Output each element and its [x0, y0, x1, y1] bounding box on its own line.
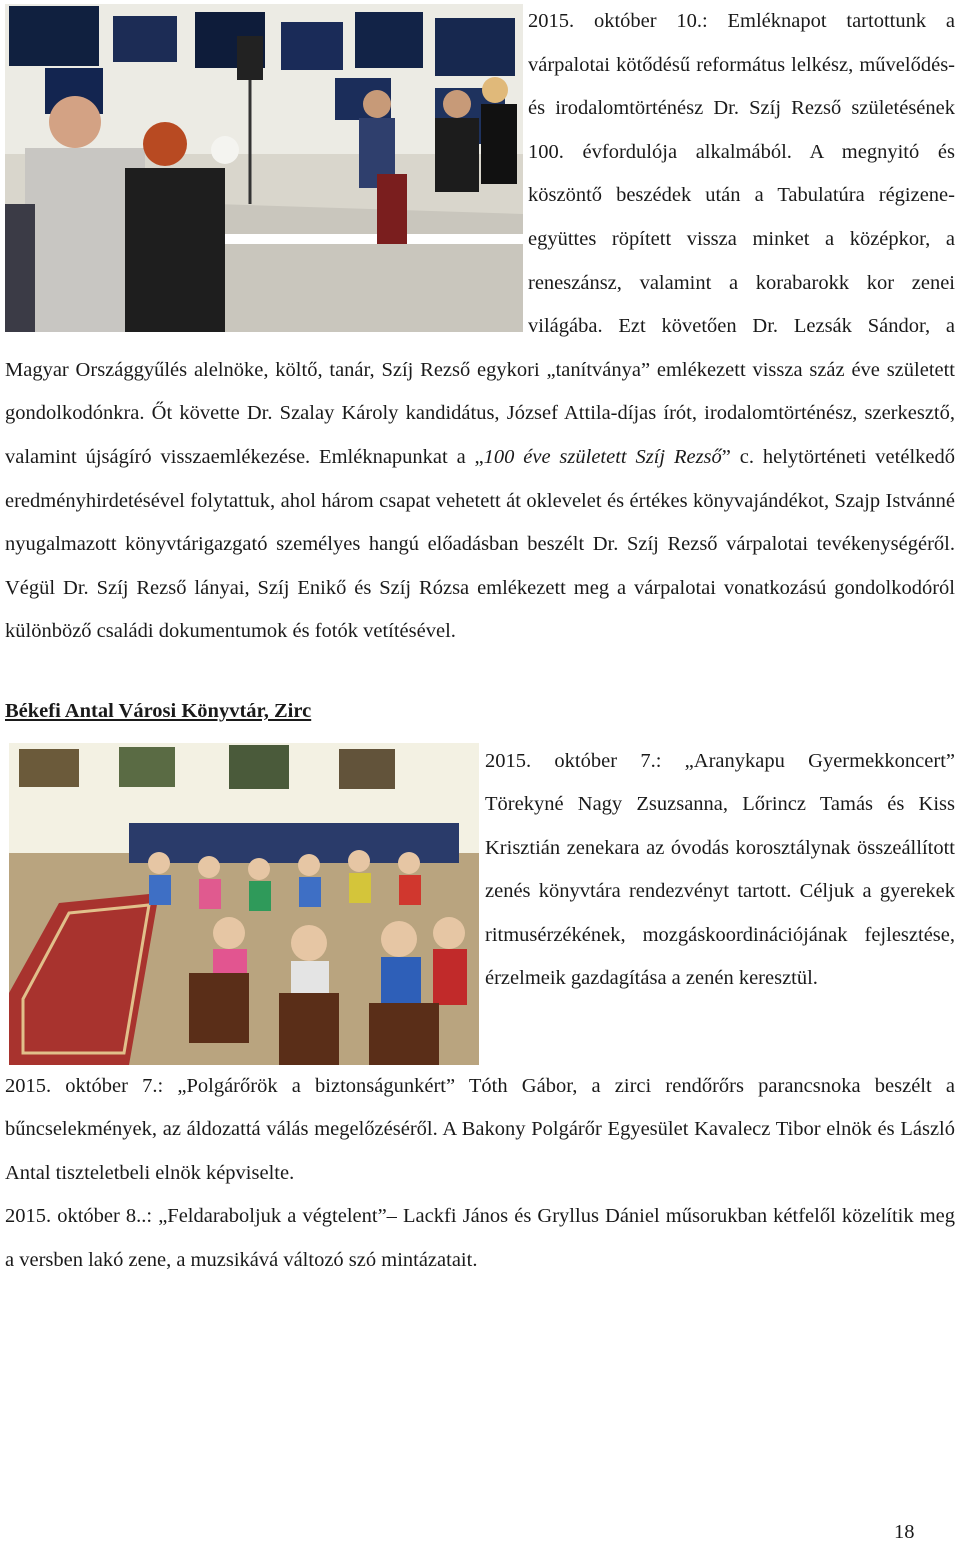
event-title-italic: 100 éve született Szíj Rezső [483, 445, 722, 468]
section-1-paragraph [5, 0, 955, 654]
section-2-paragraph-2: 2015. október 7.: „Polgárőrök a biztonságunkért” Tóth Gábor, a zirci rendőrőrs parancsnoka beszélt a bűncselekmények, az áldozattá válás megelőzéséről. A Bakony Polgárőr Egyesület Kavalecz Tibor elnök és László Antal tiszteletbeli elnök képviselte. [5, 1074, 955, 1184]
children-concert-photo [9, 743, 479, 1065]
section-2-paragraph-1 [5, 740, 955, 1002]
document-page [5, 0, 955, 1282]
library-heading: Békefi Antal Városi Könyvtár, Zirc [5, 699, 312, 722]
concert-photo [5, 4, 523, 332]
section-1-text: 2015. október 10.: Emléknapot tartottunk a várpalotai kötődésű református lelkész, művelődés- és irodalomtörténész Dr. Szíj Rezső születésének 100. évfordulója alkalmából. A megnyitó és köszöntő beszédek után a Tabulatúra régizene-együttes röpített vissza minket a középkor, a reneszánsz, valamint a korabarokk kor zenei világába. Ezt követően Dr. Lezsák Sándor, a Magyar Országgyűlés alelnöke, költő, tanár, Szíj Rezső egykori „tanítványa” emlékezett vissza száz éve született gondolkodónkra. Őt követte Dr. Szalay Károly kandidátus, József Attila-díjas írót, irodalomtörténész, szerkesztő, valamint újságíró visszaemlékezése. Emléknapunkat a „ [5, 10, 955, 468]
section-2-text-1: 2015. október 7.: „Aranykapu Gyermekkoncert” Törekyné Nagy Zsuzsanna, Lőrincz Tamás és Kiss Krisztián zenekara az óvodás korosztálynak összeállított zenés könyvtára rendezvényt tartott. Céljuk a gyerekek ritmusérzékének, mozgáskoordinációjának fejlesztése, érzelmeik gazdagítása a zenén keresztül. [485, 749, 955, 990]
section-1-text-end: ” c. helytörténeti vetélkedő eredményhirdetésével folytattuk, ahol három csapat vehetett át oklevelet és értékes könyvajándékot, Szajp Istvánné nyugalmazott könyvtárigazgató személyes hangú előadásban beszélt Dr. Szíj Rezső várpalotai tevékenységéről. Végül Dr. Szíj Rezső lányai, Szíj Enikő és Szíj Rózsa emlékezett meg a várpalotai vonatkozású gondolkodóról különböző családi dokumentumok és fotók vetítésével. [5, 445, 955, 643]
page-number: 18 [894, 1521, 915, 1543]
section-2-paragraph-3: 2015. október 8..: „Feldaraboljuk a végtelent”– Lackfi János és Gryllus Dániel műsorukban kétfelől közelítik meg a versben lakó zene, a muzsikává változó szó mintázatait. [5, 1205, 955, 1271]
